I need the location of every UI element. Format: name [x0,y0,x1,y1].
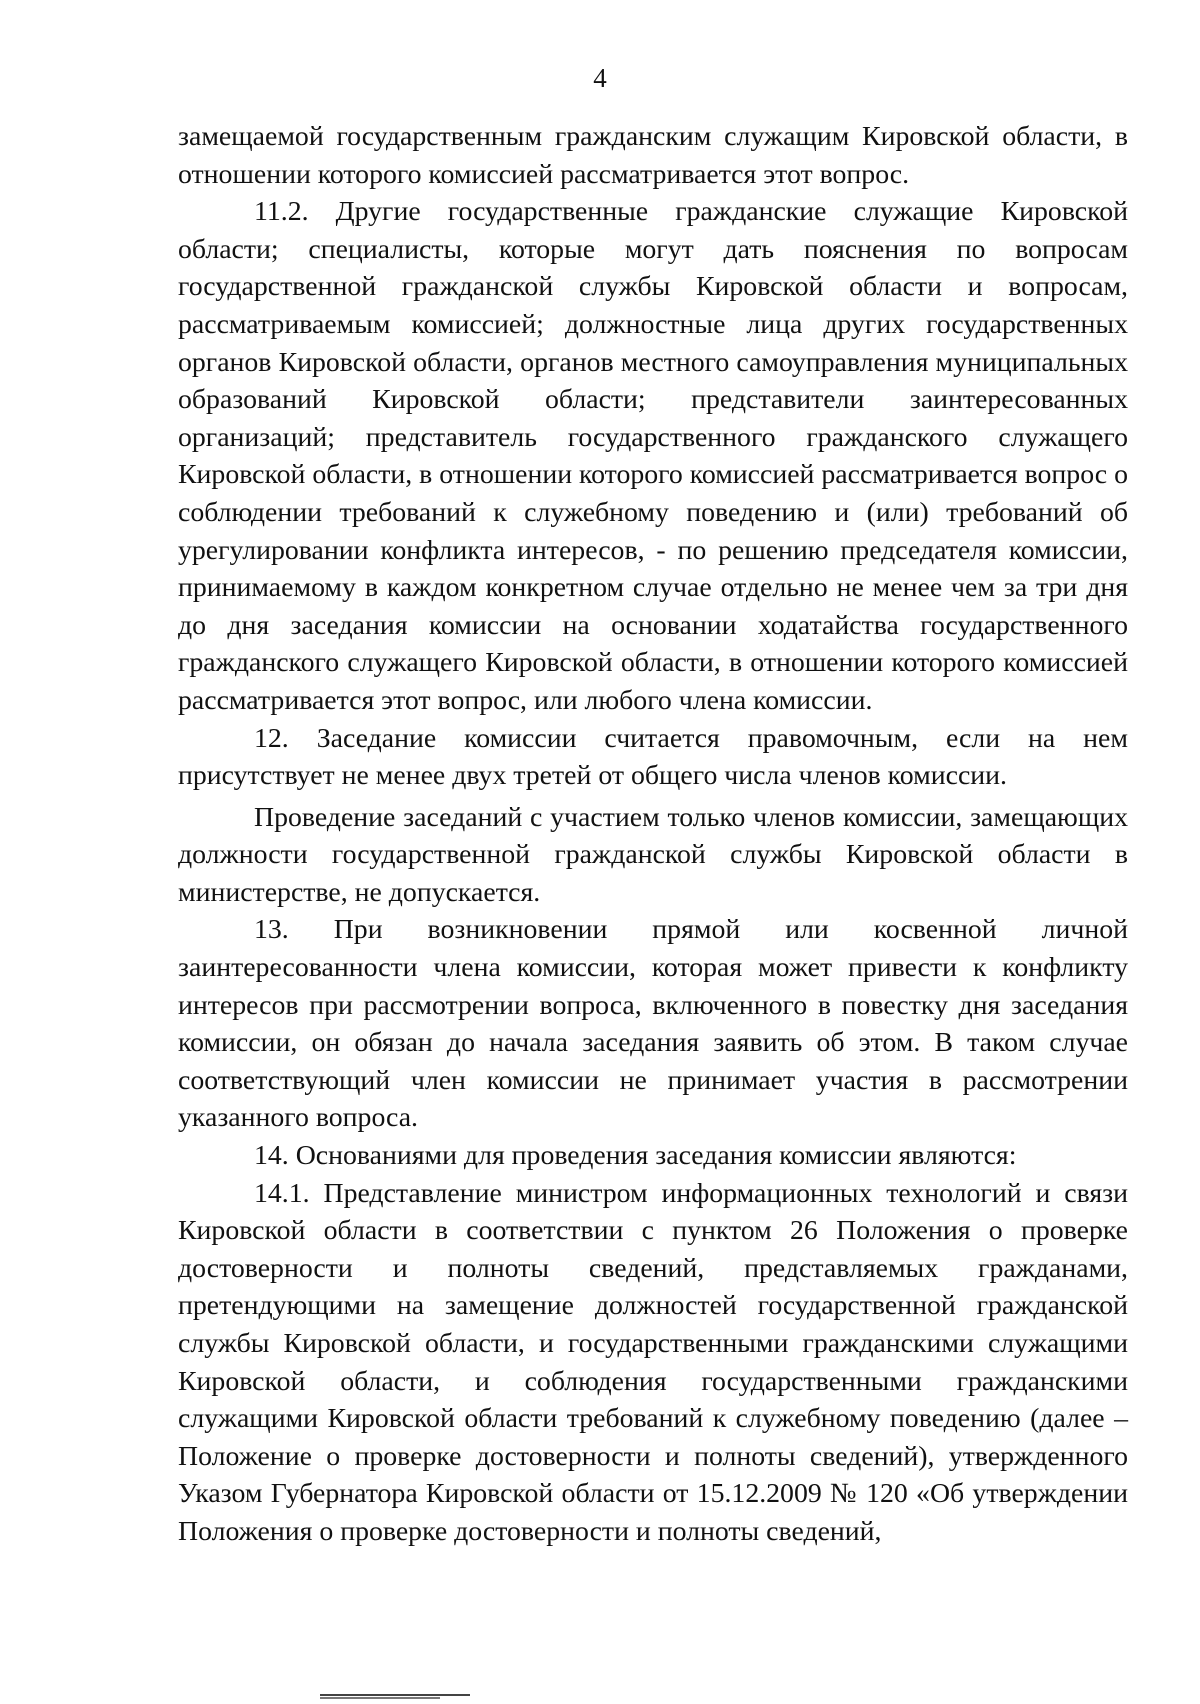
paragraph-12: 12. Заседание комиссии считается правомочным, если на нем присутствует не менее двух третей от общего числа членов комиссии. [178,722,1128,792]
page-number: 4 [593,63,607,93]
footer-divider-secondary [320,1697,440,1699]
document-body [178,118,1128,1551]
footer-divider [320,1694,470,1696]
paragraph-11-2: 11.2. Другие государственные гражданские служащие Кировской области; специалисты, которые могут дать пояснения по вопросам государственной гражданской службы Кировской области и вопросам, рассматриваемым комиссией; должностные лица других государственных органов Кировской области, органов местного самоуправления муниципальных образований Кировской области; представители заинтересованных организаций; представитель государственного гражданского служащего Кировской области, в отношении которого комиссией рассматривается вопрос о соблюдении требований к служебному поведению и (или) требований об урегулировании конфликта интересов, - по решению председателя комиссии, принимаемому в каждом конкретном случае отдельно не менее чем за три дня до дня заседания комиссии на основании ходатайства государственного гражданского служащего Кировской области, в отношении которого комиссией рассматривается этот вопрос, или любого члена комиссии. [178,196,1128,716]
paragraph-meetings: Проведение заседаний с участием только членов комиссии, замещающих должности государственной гражданской службы Кировской области в министерстве, не допускается. [178,801,1128,908]
paragraph-13: 13. При возникновении прямой или косвенной личной заинтересованности члена комиссии, которая может привести к конфликту интересов при рассмотрении вопроса, включенного в повестку дня заседания комиссии, он обязан до начала заседания заявить об этом. В таком случае соответствующий член комиссии не принимает участия в рассмотрении указанного вопроса. [178,914,1128,1134]
paragraph-14-1: 14.1. Представление министром информационных технологий и связи Кировской области в соответствии с пунктом 26 Положения о проверке достоверности и полноты сведений, представляемых гражданами, претендующими на замещение должностей государственной гражданской службы Кировской области, и государственными гражданскими служащими Кировской области, и соблюдения государственными гражданскими служащими Кировской области требований к служебному поведению (далее – Положение о проверке достоверности и полноты сведений), утвержденного Указом Губернатора Кировской области от 15.12.2009 № 120 «Об утверждении Положения о проверке достоверности и полноты сведений, [178,1177,1128,1547]
paragraph-14: 14. Основаниями для проведения заседания комиссии являются: [254,1140,1017,1172]
paragraph-continuation: замещаемой государственным гражданским служащим Кировской области, в отношении которого комиссией рассматривается этот вопрос. [178,121,1128,190]
